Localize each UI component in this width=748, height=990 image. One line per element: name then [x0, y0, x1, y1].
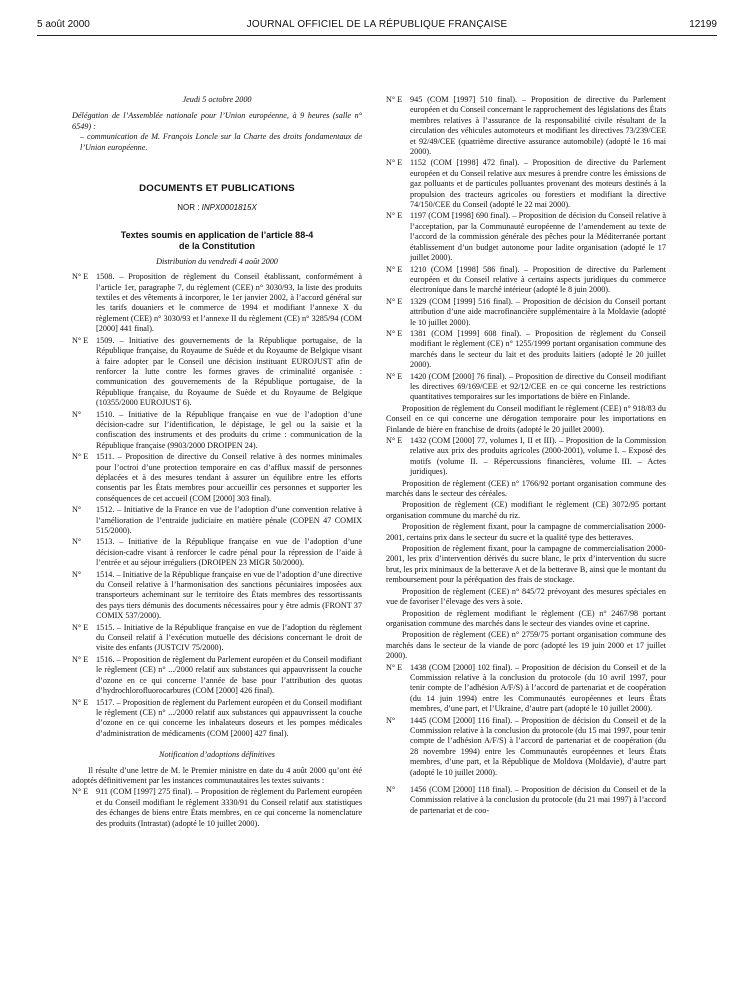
list-item: N° 1513. – Initiative de la République française en vue de l’adoption d’une décision-cadre visant à renforcer le cadre pénal pour la répression de l’aide à l’entrée et au séjour irréguliers (DROIPEN 23 MIGR 50/2000). [72, 537, 362, 568]
list-item: N° E 1515. – Initiative de la République française en vue de l’adoption du règlement du Conseil relatif à l’exécution mutuelle des décisions concernant le droit de visite des enfants (JUSTCIV 75/2000). [72, 622, 362, 653]
list-item: N° E 1516. – Proposition de règlement du Parlement européen et du Conseil modifiant le règlement (CE) n° .../2000 relatif aux substances qui appauvrissent la couche d’ozone en ce qui concerne l’année de base pour l’attribution des quotas d’hydrochlorofluorocarbures (COM [2000] 426 final). [72, 654, 362, 696]
header-page-number: 12199 [689, 19, 717, 30]
list-item: N° E 1438 (COM [2000] 102 final). – Proposition de décision du Conseil et de la Commission relative à la conclusion du protocole (du 10 avril 1997, pour tenir compte de l’adhésion A/F/S) à l’accord de partenariat et de coopération (du 14 juin 1994) entre les Communautés européennes et leurs États membres, d’une part, et l’Ukraine, d’autre part (adopté le 10 juillet 2000). [386, 662, 666, 714]
list-item: N° 1456 (COM [2000] 118 final). – Proposition de décision du Conseil et de la Commission relative à la conclusion du protocole (du 21 mai 1997) à l’accord de partenariat et de coo- [386, 785, 666, 815]
list-item: N° E 1381 (COM [1999] 608 final). – Proposition de règlement du Conseil modifiant le règlement (CE) n° 1255/1999 portant organisation commune des marchés dans le secteur du lait et des produits laitiers (adopté le 20 juillet 2000). [386, 328, 666, 370]
distribution-date: Distribution du vendredi 4 août 2000 [156, 256, 278, 266]
list-item: N° E 1197 (COM [1998] 690 final). – Proposition de décision du Conseil relative à l’acceptation, par la Communauté européenne de l’amendement au texte de l’accord de la commission générale des pêches pour la Méditerranée portant établissement d’un budget autonome pour ladite organisation (adopté le 17 juillet 2000). [386, 211, 666, 263]
nor-reference: NOR : INPX0001815X [177, 203, 257, 213]
sub-proposal: Proposition de règlement fixant, pour la campagne de commercialisation 2000-2001, certains prix dans le secteur du sucre et la qualité type des betteraves. [386, 522, 666, 542]
list-item: N° E 945 (COM [1997] 510 final). – Proposition de directive du Parlement européen et du Conseil concernant le rapprochement des législations des États membres relatives à l’assurance de la responsabilité civile résultant de la circulation des véhicules automoteurs et modifiant les directives 73/239/CEE et 92/49/CEE (quatrième directive assurance automobile) (adopté le 16 mai 2000). [386, 95, 667, 157]
delegation-heading: Délégation de l’Assemblée nationale pour l’Union européenne, à 9 heures (salle n° 6549) : [72, 111, 362, 131]
sub-proposal: Proposition de règlement du Conseil modifiant le règlement (CEE) n° 918/83 du Conseil en ce qui concerne une dérogation temporaire pour les importations en Finlande de bière en franchise de droits (adopté le 20 juillet 2000). [386, 403, 666, 434]
list-item: N° E 1152 (COM [1998] 472 final). – Proposition de directive du Parlement européen et du Conseil relative aux mesures à prendre contre les émissions de gaz polluants et de particules polluantes provenant des moteurs destinés à la propulsion des tracteurs agricoles ou forestiers et modifiant la directive 74/150/CEE du Conseil (adopté le 22 mai 2000). [386, 158, 666, 210]
list-item: N° E 1210 (COM [1998] 586 final). – Proposition de directive du Parlement européen et du Conseil relative à certains aspects juridiques du commerce électronique dans le marché intérieur (adopté le 8 juin 2000). [386, 264, 666, 295]
running-header [37, 19, 717, 33]
sub-proposal: Proposition de règlement (CEE) n° 845/72 prévoyant des mesures spéciales en vue de favoriser l’élevage des vers à soie. [386, 586, 666, 607]
list-item: N° 1512. – Initiative de la France en vue de l’adoption d’une convention relative à l’amélioration de l’entraide judiciaire en matière pénale (COPEN 47 COMIX 515/2000). [72, 505, 362, 535]
list-item: N° E 1508. – Proposition de règlement du Conseil établissant, conformément à l’article 1er, paragraphe 7, du règlement (CEE) n° 3030/93, la liste des produits textiles et des vêtements à incorporer, le 1er janvier 2002, à l’accord général sur les tarifs douaniers et le commerce de 1994 et modifiant l’annexe X du règlement (CEE) n° 3030/93 et l’annexe II du règlement (CE) n° 3285/94 (COM [2000] 441 final). [72, 272, 362, 334]
sub-proposal: Proposition de règlement (CEE) n° 2759/75 portant organisation commune des marchés dans le secteur de la viande de porc (adopté les 19 juin 2000 et 17 juillet 2000). [386, 630, 666, 661]
header-journal-title: JOURNAL OFFICIEL DE LA RÉPUBLIQUE FRANÇAISE [246, 19, 508, 30]
list-item: N° E 1329 (COM [1999] 516 final). – Proposition de décision du Conseil portant attribution d’une aide macrofinancière supplémentaire à la Moldavie (adopté le 10 juillet 2000). [386, 296, 666, 327]
sub-proposal: Proposition de règlement (CE) modifiant le règlement (CE) 3072/95 portant organisation commune du marché du riz. [386, 500, 666, 520]
list-item: N° E 1509. – Initiative des gouvernements de la République portugaise, de la République française, du Royaume de Suède et du Royaume de Belgique visant à faire adopter par le Conseil une décision instituant EUROJUST afin de renforcer la lutte contre les formes graves de criminalité organisée : communication des gouvernements de la République portugaise, de la République française, du Royaume de Suède et du Royaume de Belgique (10355/2000 EUROJUST 6). [72, 335, 362, 408]
entry-list [72, 272, 362, 739]
left-column [72, 95, 362, 830]
list-item: N° E 1432 (COM [2000] 77, volumes I, II et III). – Proposition de la Commission relative aux prix des produits agricoles (2000-2001), volume I. – Exposé des motifs (volume II. – Répercussions financières, volume III. – Actes juridiques). [386, 436, 666, 477]
header-rule [37, 35, 717, 36]
sub-proposal: Proposition de règlement fixant, pour la campagne de commercialisation 2000-2001, les prix d’intervention dérivés du sucre blanc, le prix d’intervention du sucre brut, les prix minimaux de la betterave A et de la betterave B, ainsi que le montant du remboursement pour la péréquation des frais de stockage. [386, 544, 666, 585]
notification-title: Notification d’adoptions définitives [159, 750, 275, 760]
section-title: DOCUMENTS ET PUBLICATIONS [139, 183, 295, 195]
article-title: Textes soumis en application de l’article 88-4 de la Constitution [120, 229, 314, 251]
list-item: N° 1445 (COM [2000] 116 final). – Proposition de décision du Conseil et de la Commission relative à la conclusion du protocole (du 15 mai 1997, pour tenir compte de l’adhésion A/F/S) à l’accord de partenariat et de coopération (du 28 novembre 1994) entre les Communautés européennes et leurs États membres, d’une part, et la République de Moldova (Moldavie), d’autre part (adopté le 10 juillet 2000). [386, 715, 666, 777]
list-item: N° E 911 (COM [1997] 275 final). – Proposition de règlement du Parlement européen et du Conseil modifiant le règlement 3330/91 du Conseil relatif aux statistiques des échanges de biens entre États membres, en ce qui concerne la nomenclature des produits (Intrastat) (adopté le 10 juillet 2000). [72, 787, 362, 828]
right-column [386, 95, 666, 817]
list-item: N° E 1420 (COM [2000] 76 final). – Proposition de directive du Conseil modifiant les directives 69/169/CEE et 92/12/CEE en ce qui concerne les restrictions quantitatives temporaires sur les importations de bière en Finlande. [386, 371, 666, 402]
sub-proposal: Proposition de règlement modifiant le règlement (CE) n° 2467/98 portant organisation commune des marchés dans le secteur des viandes ovine et caprine. [386, 608, 666, 628]
list-item: N° E 1517. – Proposition de règlement du Parlement européen et du Conseil modifiant le règlement (CE) n° .../2000 relatif aux substances qui appauvrissent la couche d’ozone en ce qui concerne les inhalateurs doseurs et les pompes médicales d’administration de médicaments (COM [2000] 427 final). [72, 697, 362, 738]
delegation-item: – communication de M. François Loncle sur la Charte des droits fondamentaux de l’Union européenne. [80, 132, 362, 152]
list-item: N° 1510. – Initiative de la République française en vue de l’adoption d’une décision-cadre sur l’identification, le dépistage, le gel ou la saisie et la confiscation des instruments et des produits du crime : communication de la République française (9903/2000 DROIPEN 24). [72, 409, 362, 450]
list-item: N° E 1511. – Proposition de directive du Conseil relative à des normes minimales pour l’octroi d’une protection temporaire en cas d’afflux massif de personnes déplacées et à des mesures tendant à assurer un équilibre entre les efforts consentis par les États membres pour accueillir ces personnes et supporter les conséquences de cet accueil (COM [2000] 303 final). [72, 452, 362, 503]
sub-proposal: Proposition de règlement (CEE) n° 1766/92 portant organisation commune des marchés dans le secteur des céréales. [386, 478, 666, 499]
session-date: Jeudi 5 octobre 2000 [182, 95, 252, 104]
list-item: N° 1514. – Initiative de la République française en vue de l’adoption d’une directive du Conseil relative à l’harmonisation des sanctions pécuniaires imposées aux transporteurs acheminant sur le territoire des États membres des ressortissants des pays tiers démunis des documents nécessaires pour y être admis (FRONT 37 COMIX 537/2000). [72, 569, 362, 621]
notification-paragraph: Il résulte d’une lettre de M. le Premier ministre en date du 4 août 2000 qu’ont été adoptés définitivement par les instances communautaires les textes suivants : [72, 765, 362, 785]
header-date: 5 août 2000 [37, 19, 90, 30]
